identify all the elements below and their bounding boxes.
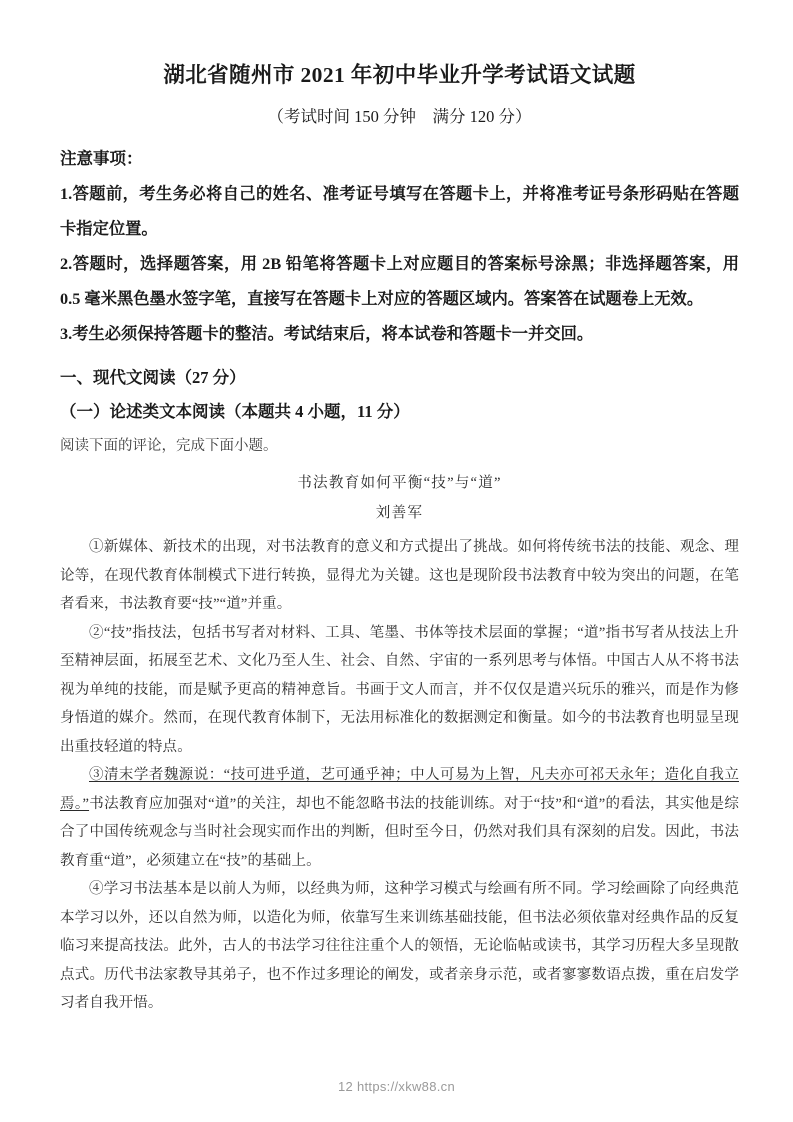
- subsection-heading-argumentative-text: （一）论述类文本阅读（本题共 4 小题，11 分）: [60, 402, 410, 422]
- article-paragraph-2: ②“技”指技法，包括书写者对材料、工具、笔墨、书体等技术层面的掌握；“道”指书写者从技法上升至精神层面，拓展至艺术、文化乃至人生、社会、自然、宇宙的一系列思考与体悟。中国古人从不将书法视为单纯的技能，而是赋予更高的精神意旨。书画于文人而言，并不仅仅是遣兴玩乐的雅兴，而是作为修身悟道的媒介。然而，在现代教育体制下，无法用标准化的数据测定和衡量。如今的书法教育也明显呈现出重技轻道的特点。: [60, 624, 739, 755]
- notice-heading: 注意事项：: [60, 149, 143, 169]
- page-title: 湖北省随州市 2021 年初中毕业升学考试语文试题: [163, 63, 636, 87]
- notice-item: 1.答题前，考生务必将自己的姓名、准考证号填写在答题卡上，并将准考证号条形码贴在答题卡指定位置。: [60, 184, 739, 239]
- footer-watermark: 12 https://xkw88.cn: [338, 1079, 455, 1094]
- reading-instruction: 阅读下面的评论，完成下面小题。: [60, 438, 278, 455]
- article-title: 书法教育如何平衡“技”与“道”: [297, 475, 502, 492]
- section-heading-modern-text-reading: 一、现代文阅读（27 分）: [60, 368, 246, 388]
- article-author: 刘善军: [375, 505, 424, 522]
- underlined-quote-wei-yuan: ③清末学者魏源说：“技可进乎道，艺可通乎神；中人可易为上智，凡夫亦可祁天永年；造化自我立焉。”: [60, 767, 739, 812]
- article-paragraph-3: [60, 761, 739, 875]
- article-paragraph-3-rest: 书法教育应加强对“道”的关注，却也不能忽略书法的技能训练。对于“技”和“道”的看法，其实他是综合了中国传统观念与当时社会现实而作出的判断，但时至今日，仍然对我们具有深刻的启发。因此，书法教育重“道”，必须建立在“技”的基础上。: [60, 795, 739, 869]
- exam-duration-and-score-subtitle: （考试时间 150 分钟 满分 120 分）: [267, 106, 532, 126]
- article-paragraph-4: ④学习书法基本是以前人为师，以经典为师，这种学习模式与绘画有所不同。学习绘画除了向经典范本学习以外，还以自然为师，以造化为师，依靠写生来训练基础技能，但书法必须依靠对经典作品的反复临习来提高技法。此外，古人的书法学习往往注重个人的领悟，无论临帖或读书，其学习历程大多呈现散点式。历代书法家教导其弟子，也不作过多理论的阐发，或者亲身示范，或者寥寥数语点拨，重在启发学习者自我开悟。: [60, 881, 739, 1012]
- notice-list: [60, 176, 739, 351]
- notice-item: 3.考生必须保持答题卡的整洁。考试结束后，将本试卷和答题卡一并交回。: [60, 324, 594, 344]
- article-paragraph-1: ①新媒体、新技术的出现，对书法教育的意义和方式提出了挑战。如何将传统书法的技能、观念、理论等，在现代教育体制模式下进行转换，显得尤为关键。这也是现阶段书法教育中较为突出的问题，在笔者看来，书法教育要“技”“道”并重。: [60, 539, 739, 613]
- notice-item: 2.答题时，选择题答案，用 2B 铅笔将答题卡上对应题目的答案标号涂黑；非选择题答案，用 0.5 毫米黑色墨水签字笔，直接写在答题卡上对应的答题区域内。答案答在试题卷上无效。: [60, 254, 739, 309]
- article-body: [60, 533, 739, 1018]
